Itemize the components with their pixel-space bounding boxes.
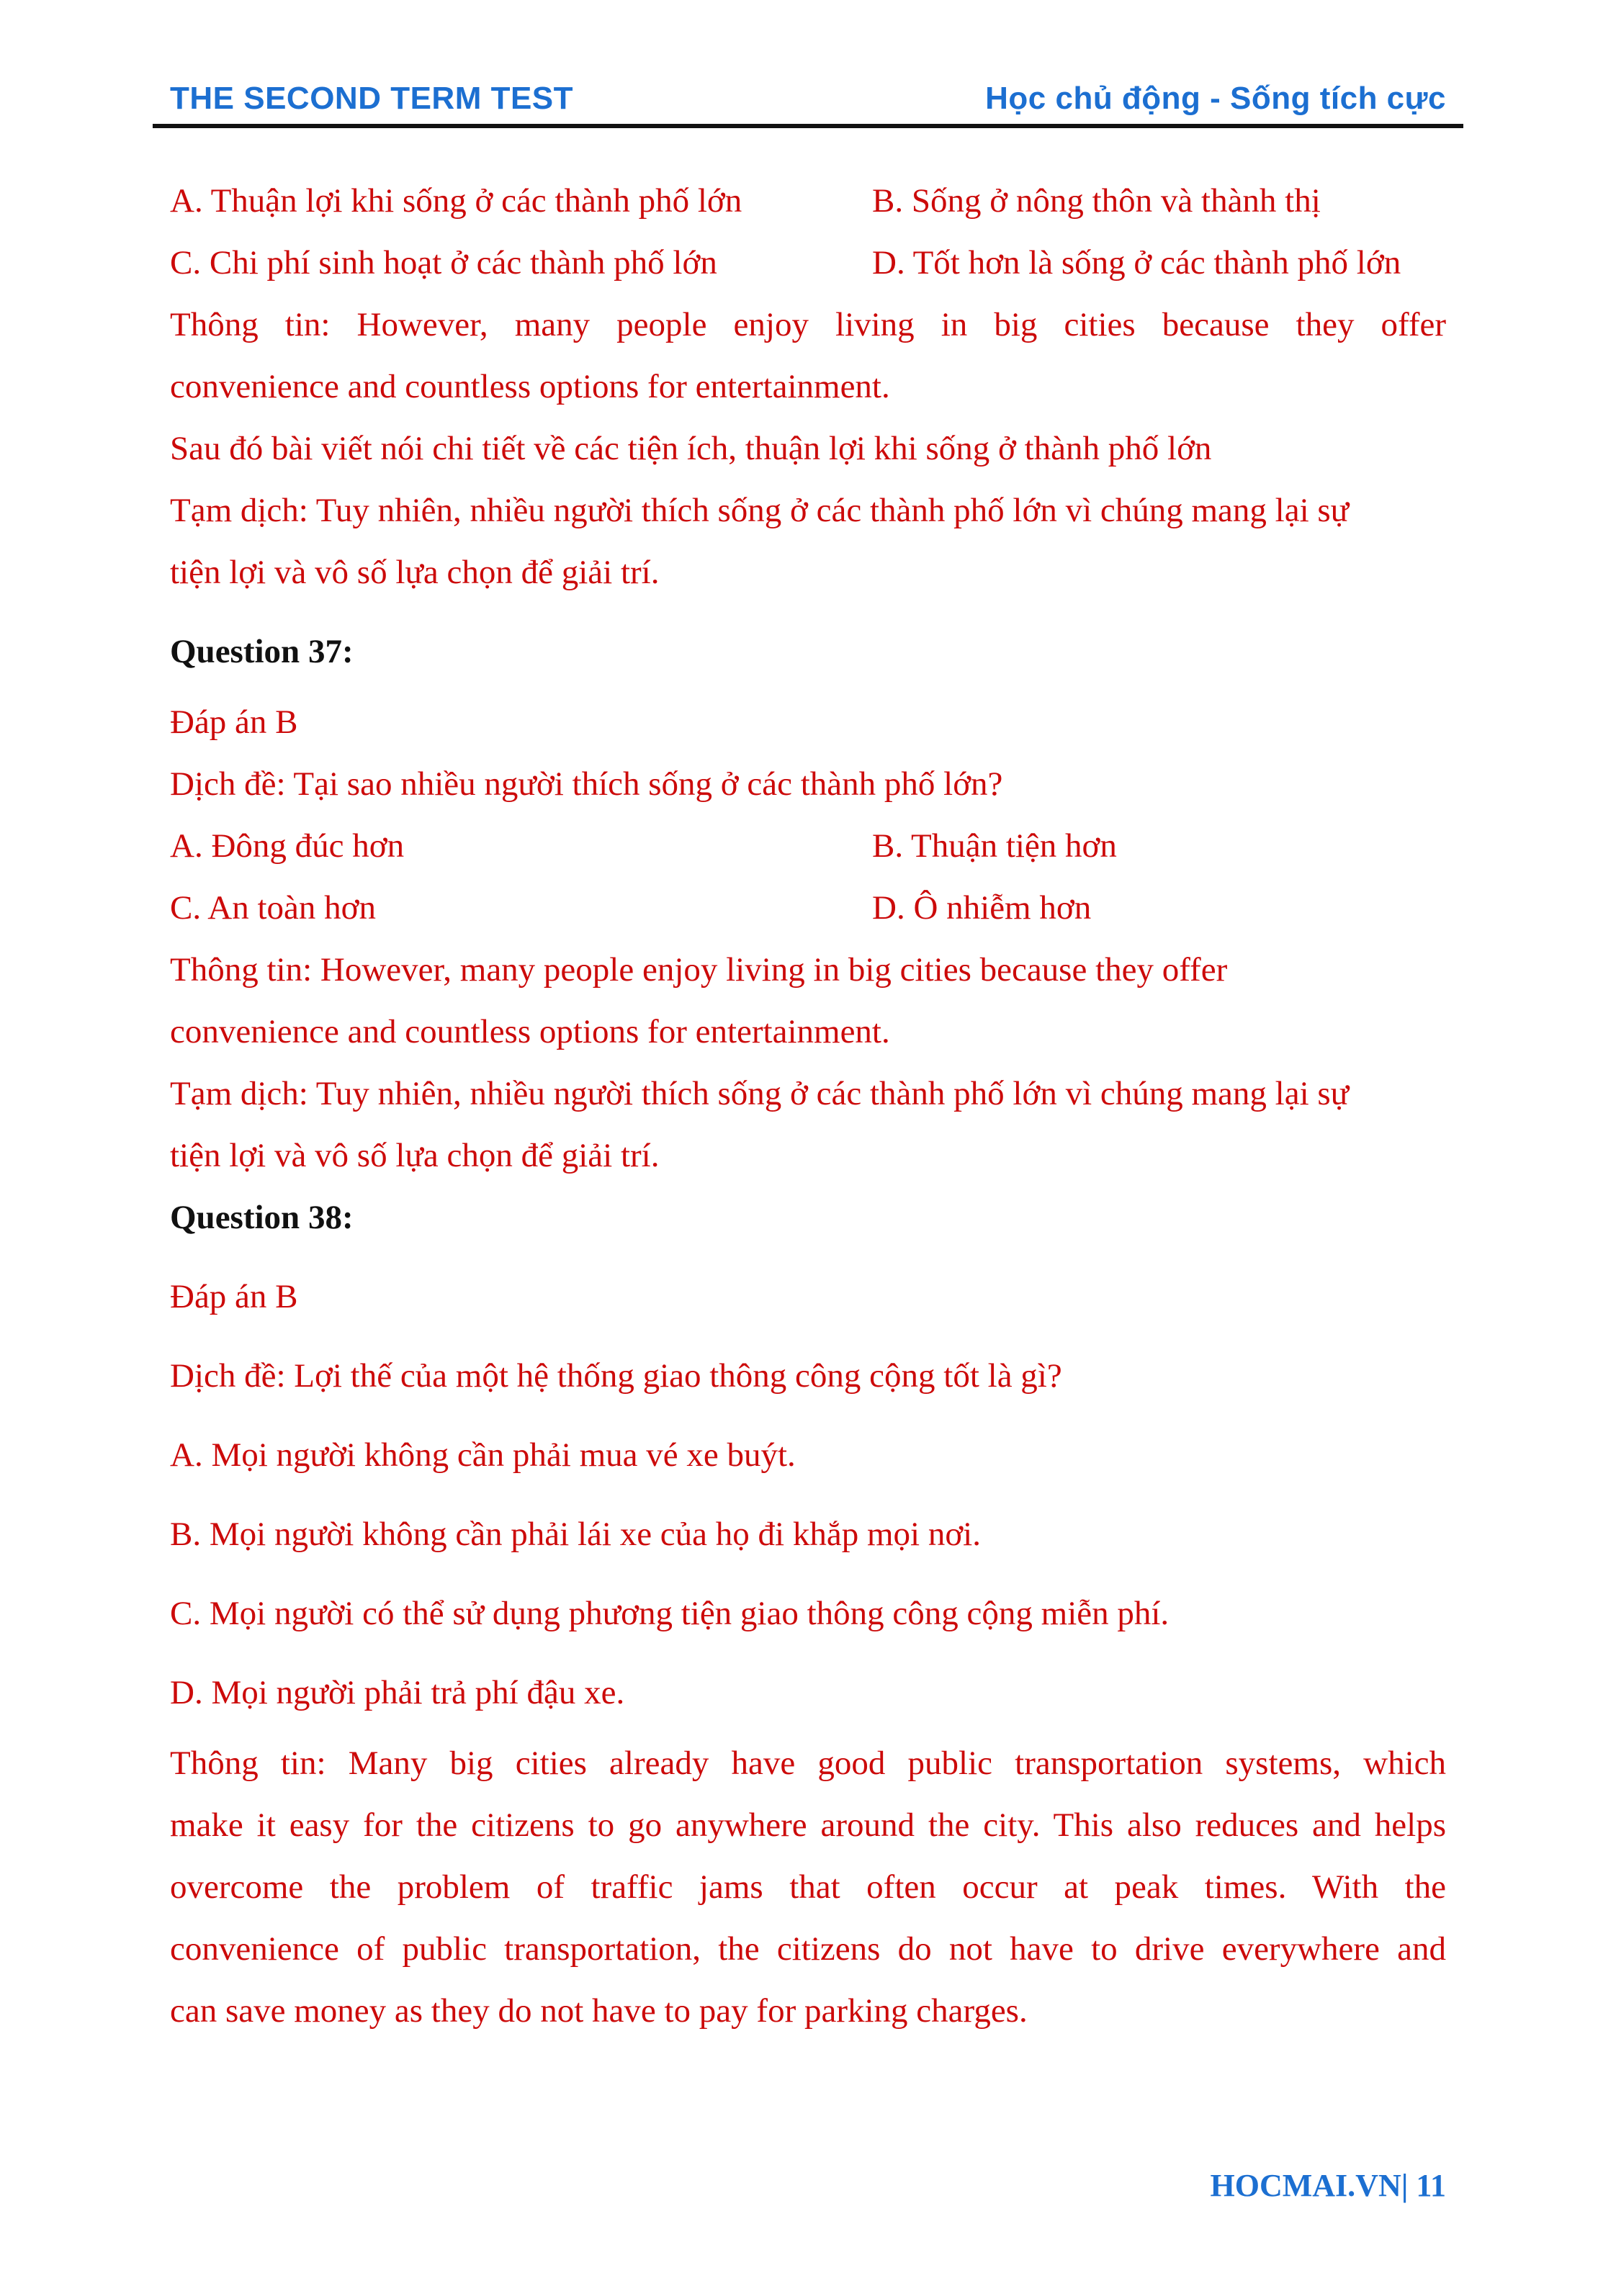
- q37-options-row-1: [170, 815, 1446, 877]
- q36-info-line-2: convenience and countless options for entertainment.: [170, 368, 890, 405]
- q38-prompt: Dịch đề: Lợi thế của một hệ thống giao thông công cộng tốt là gì?: [170, 1357, 1062, 1395]
- q36-option-c: C. Chi phí sinh hoạt ở các thành phố lớn: [170, 244, 717, 282]
- header-title: THE SECOND TERM TEST: [170, 81, 574, 116]
- q36-options-row-1: [170, 170, 1446, 232]
- q36-translation-line-2: tiện lợi và vô số lựa chọn để giải trí.: [170, 554, 660, 591]
- q37-options-row-2: [170, 877, 1446, 939]
- q38-option-a: A. Mọi người không cần phải mua vé xe buýt.: [170, 1436, 796, 1474]
- page-content: [170, 170, 1446, 2042]
- page-header: [170, 81, 1446, 127]
- page-number: 11: [1416, 2168, 1446, 2203]
- q37-translation-line-1: Tạm dịch: Tuy nhiên, nhiều người thích sống ở các thành phố lớn vì chúng mang lại sự: [170, 1075, 1350, 1112]
- q38-option-d: D. Mọi người phải trả phí đậu xe.: [170, 1674, 625, 1711]
- q36-option-a: A. Thuận lợi khi sống ở các thành phố lớn: [170, 182, 742, 220]
- q36-info-line-1: Thông tin: However, many people enjoy living in big cities because they offer: [170, 306, 1446, 343]
- q38-info-line-2: make it easy for the citizens to go anywhere around the city. This also reduces and helps: [170, 1806, 1446, 1844]
- q38-info-line-3: overcome the problem of traffic jams that often occur at peak times. With the: [170, 1868, 1446, 1906]
- q36-option-b: B. Sống ở nông thôn và thành thị: [872, 182, 1321, 220]
- q38-title: Question 38:: [170, 1199, 354, 1236]
- q38-info-line-4: convenience of public transportation, the citizens do not have to drive everywhere and: [170, 1930, 1446, 1968]
- q36-option-d: D. Tốt hơn là sống ở các thành phố lớn: [872, 244, 1401, 282]
- q37-prompt: Dịch đề: Tại sao nhiều người thích sống ở các thành phố lớn?: [170, 765, 1003, 803]
- q37-option-d: D. Ô nhiễm hơn: [872, 889, 1092, 927]
- footer-separator: |: [1401, 2168, 1409, 2203]
- footer-site: HOCMAI.VN: [1210, 2168, 1401, 2203]
- q38-info-line-5: can save money as they do not have to pay for parking charges.: [170, 1992, 1028, 2030]
- q38-info-line-1: Thông tin: Many big cities already have good public transportation systems, which: [170, 1744, 1446, 1782]
- header-rule: [153, 124, 1463, 128]
- q36-note: Sau đó bài viết nói chi tiết về các tiện ích, thuận lợi khi sống ở thành phố lớn: [170, 430, 1212, 467]
- q37-title: Question 37:: [170, 633, 354, 670]
- q38-answer: Đáp án B: [170, 1278, 298, 1315]
- q37-translation-line-2: tiện lợi và vô số lựa chọn để giải trí.: [170, 1137, 660, 1174]
- header-slogan: Học chủ động - Sống tích cực: [985, 81, 1446, 116]
- q37-info-line-2: convenience and countless options for entertainment.: [170, 1013, 890, 1050]
- q38-option-b: B. Mọi người không cần phải lái xe của họ đi khắp mọi nơi.: [170, 1516, 981, 1553]
- q37-option-b: B. Thuận tiện hơn: [872, 827, 1117, 865]
- q37-answer: Đáp án B: [170, 703, 298, 741]
- q38-option-c: C. Mọi người có thể sử dụng phương tiện giao thông công cộng miễn phí.: [170, 1595, 1170, 1632]
- q37-option-a: A. Đông đúc hơn: [170, 827, 405, 865]
- q36-options-row-2: [170, 232, 1446, 294]
- page-footer: [1211, 2167, 1446, 2204]
- q36-translation-line-1: Tạm dịch: Tuy nhiên, nhiều người thích sống ở các thành phố lớn vì chúng mang lại sự: [170, 492, 1350, 529]
- q37-info-line-1: Thông tin: However, many people enjoy living in big cities because they offer: [170, 951, 1228, 989]
- q37-option-c: C. An toàn hơn: [170, 889, 376, 927]
